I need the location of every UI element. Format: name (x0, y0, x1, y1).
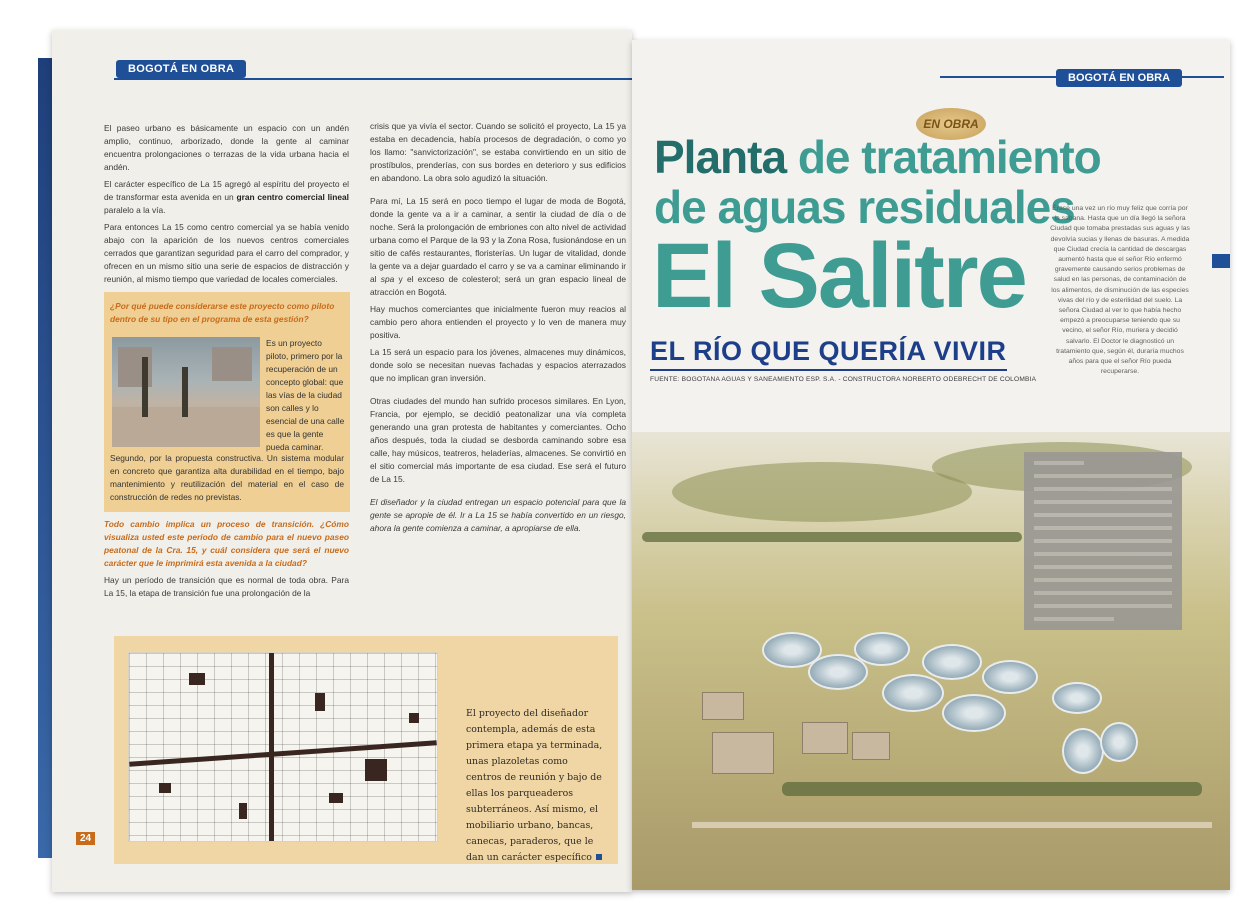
illus-hill (672, 462, 972, 522)
illus-treeline (642, 532, 1022, 542)
illus-tank (982, 660, 1038, 694)
paragraph: Para entonces La 15 como centro comercial ya se había venido abajo con la aparición de los nuevos centros comerciales cerrados que garantizan seguridad para el carro del comprador, y ofrecen en un mismo sitio una serie de espacios de distracción y reunión, al mismo tiempo que variedad de locales comerciales. (104, 222, 349, 284)
illus-tank (942, 694, 1006, 732)
paragraph: El carácter específico de La 15 agregó al espíritu del proyecto el de transformar esta avenida en un gran centro comercial lineal paralelo a la vía. (104, 179, 349, 215)
interview-answer-continued: Segundo, por la propuesta constructiva. Un sistema modular en concreto que garantiza alta durabilidad en el tiempo, bajo mantenimiento y reutilización del material en el caso de construcción de redes no previstas. (110, 453, 344, 502)
info-box (1024, 452, 1182, 630)
second-question-block (104, 518, 349, 604)
illus-digester (1062, 728, 1104, 774)
illus-treeline (782, 782, 1202, 796)
article-title-main: El Salitre (652, 225, 1026, 327)
bold-phrase: gran centro comercial lineal (236, 192, 349, 202)
interview-box (104, 292, 350, 512)
interview-answer: Es un proyecto piloto, primero por la recuperación de un concepto global: que las vías de la ciudad son calles y lo esencial de una calle es que la gente pueda caminar. (266, 338, 345, 452)
source-credit: FUENTE: BOGOTANA AGUAS Y SANEAMIENTO ESP. S.A. - CONSTRUCTORA NORBERTO ODEBRECHT DE COLOMBIA (650, 376, 1037, 383)
photo-building (212, 347, 252, 381)
map-block (239, 803, 247, 819)
end-mark-icon (596, 854, 602, 860)
paragraph: El diseñador y la ciudad entregan un espacio potencial para que la gente se apropie de él. Ir a La 15 se había convertido en un riesgo, ahora la gente comienza a caminar, a apropiarse de ella. (370, 497, 626, 533)
map-box (114, 636, 618, 864)
right-page (632, 40, 1230, 890)
paragraph: El paseo urbano es básicamente un espacio con un andén amplio, continuo, arborizado, donde la gente al caminar encuentra prolongaciones o terrazas de la vida urbana hacia el andén. (104, 123, 349, 172)
illus-tank (882, 674, 944, 712)
illus-digester (1100, 722, 1138, 762)
illus-tank (854, 632, 910, 666)
map-block (159, 783, 171, 793)
left-column-1 (104, 122, 349, 290)
paragraph: La 15 será un espacio para los jóvenes, almacenes muy dinámicos, donde solo se necesitan nuevas fachadas y espacios aterrazados que no implican gran inversión. (370, 347, 626, 383)
paragraph: Hay muchos comerciantes que inicialmente fueron muy reacios al cambio pero ahora entienden el proyecto y lo ven de manera muy positiva. (370, 304, 626, 340)
photo-tree (182, 367, 188, 417)
page-number: 24 (76, 832, 95, 845)
paragraph: crisis que ya vivía el sector. Cuando se solicitó el proyecto, La 15 ya estaba en decadencia, había procesos de degradación, o como yo los llamo: "sanvictorización", se estaba convirtiendo en un sitio de prostíbulos, prenderías, con sus bordes en deterioro y sus edificios en abandono. La obra solo agudizó la situación. (370, 121, 626, 183)
header-rule (114, 78, 634, 80)
map-block (329, 793, 343, 803)
illus-building (852, 732, 890, 760)
map-caption: El proyecto del diseñador contempla, además de esta primera etapa ya terminada, unas plazoletas como centros de reunión y bajo de ellas los parqueaderos subterráneos. Así mismo, el mobiliario urbano, bancas, canecas, paraderos, que le dan un carácter específico (466, 708, 603, 863)
paragraph: Para mí, La 15 será en poco tiempo el lugar de moda de Bogotá, donde la gente va a ir a caminar, a sentir la ciudad de día o de noche. Será la prolongación de embriones con alto nivel de actividad urbana como el Parque de la 93 y la Zona Rosa, fusionándose en un sitio de cafés restaurantes, floristerías. Un lugar de vitalidad, donde la gente va a dejar guardado el carro y se va a caminar eliminando ir al spa y el exceso de colesterol; será un gran espacio lineal de atracción en Bogotá. (370, 196, 626, 297)
left-column-2 (370, 120, 626, 539)
interview-question: Todo cambio implica un proceso de transición. ¿Cómo visualiza usted este período de cambio para el nuevo paseo peatonal de la Cra. 15, y cuál considera que será el nuevo carácter que le imprimirá esta avenida a la ciudad? (104, 519, 349, 568)
illus-building (702, 692, 744, 720)
illus-road (692, 822, 1212, 828)
illus-building (712, 732, 774, 774)
paragraph: Otras ciudades del mundo han sufrido procesos similares. En Lyon, Francia, por ejemplo, se decidió peatonalizar una vía completa generando una gran protesta de habitantes y comerciantes. Ocho años después, toda la ciudad se desborda caminando sobre esa calle, hay músicos, teatreros, heladerías, almacenes. Se convirtió en el sitio comercial más importante de esa ciudad. Ese será el futuro de La 15. (370, 396, 626, 484)
paragraph: Hay un período de transición que es normal de toda obra. Para La 15, la etapa de transición fue una prolongación de la (104, 575, 349, 598)
interview-question: ¿Por qué puede considerarse este proyecto como piloto dentro de su tipo en el programa de esta gestión? (110, 301, 335, 324)
article-subtitle: EL RÍO QUE QUERÍA VIVIR (650, 336, 1007, 371)
map-block (409, 713, 419, 723)
illus-tank (922, 644, 982, 680)
street-photo (112, 337, 260, 447)
section-tag: BOGOTÁ EN OBRA (116, 60, 246, 78)
map-block (189, 673, 205, 685)
side-story: Érase una vez un río muy feliz que corría por la sabana. Hasta que un día llegó la señora Ciudad que tomaba prestadas sus aguas y las devolvía sucias y llenas de basuras. A medida que Ciudad crecía la cantidad de descargas aumentó hasta que el señor Río enfermó gravemente causando serios problemas de salud en las personas, de contaminación de los alimentos, de disminución de las especies vivas del río y de esterilidad del suelo. La señora Ciudad al ver lo que había hecho empezó a preocuparse teniendo que su vecino, el señor Río, muriera y decidió salvarlo. El Doctor le diagnosticó un tratamiento que, según él, duraría muchos años para que el señor Río pueda recuperarse. (1050, 205, 1190, 376)
left-page (52, 30, 632, 892)
street-map (128, 652, 438, 842)
article-title-line1: Planta de tratamiento (654, 131, 1101, 183)
en-obra-badge: EN OBRA (916, 108, 986, 140)
left-page-spine-strip (38, 58, 52, 858)
section-tag: BOGOTÁ EN OBRA (1056, 69, 1182, 87)
photo-tree (142, 357, 148, 417)
map-block (315, 693, 325, 711)
map-cross-street (269, 653, 274, 841)
illus-building (802, 722, 848, 754)
illus-tank (1052, 682, 1102, 714)
map-block (365, 759, 387, 781)
article-title-line2: de aguas residuales (654, 181, 1075, 233)
page-tab-marker (1212, 254, 1230, 268)
